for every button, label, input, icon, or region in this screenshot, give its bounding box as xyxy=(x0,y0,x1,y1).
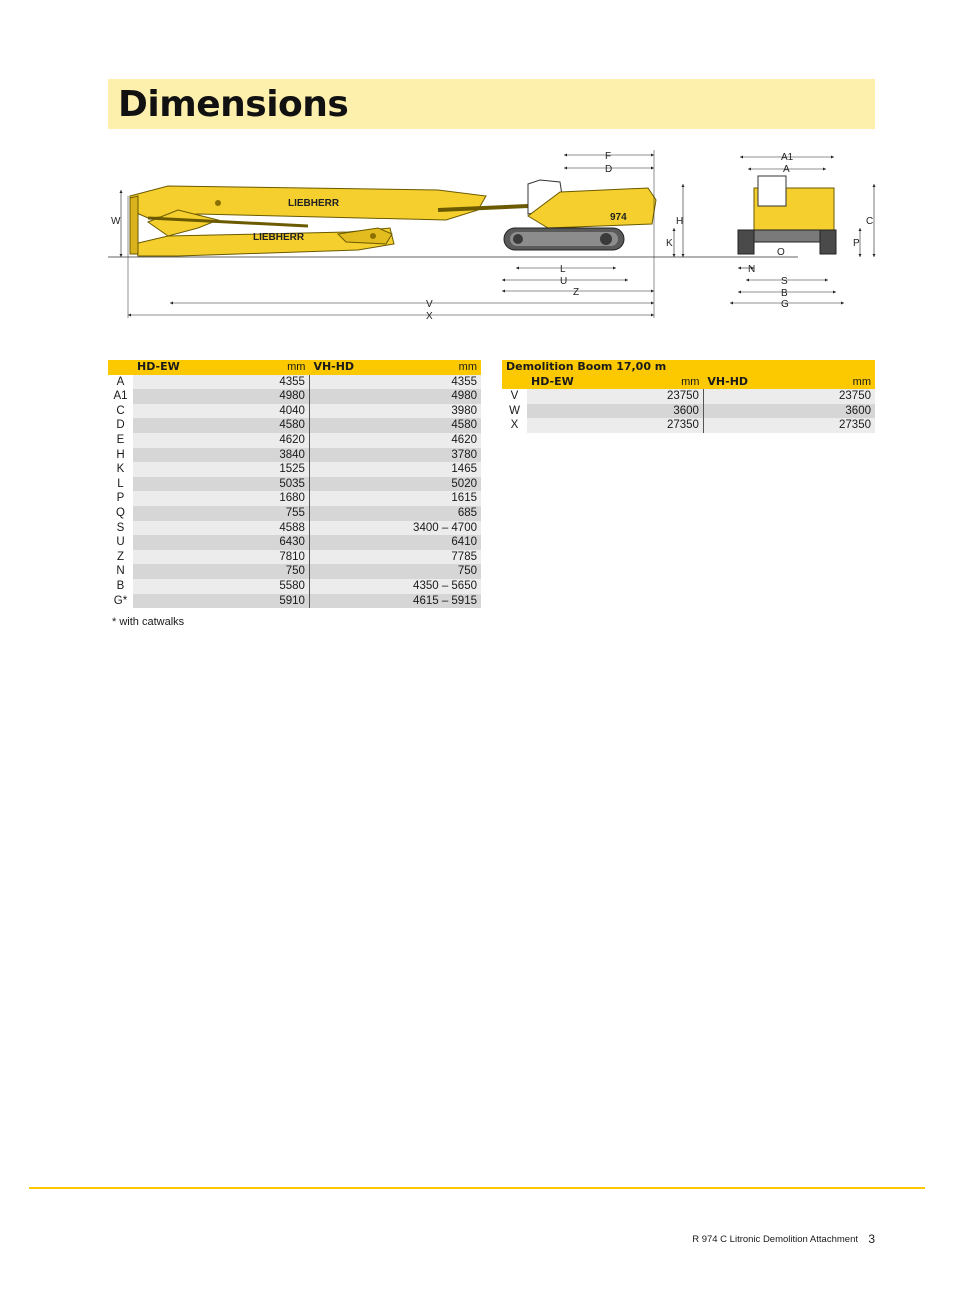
table-row: C 4040 3980 xyxy=(108,404,481,419)
demolition-boom-table xyxy=(502,360,875,433)
table-header xyxy=(502,375,875,390)
dim-label-k: K xyxy=(666,238,673,249)
table-row: X 27350 27350 xyxy=(502,418,875,433)
page-title: Dimensions xyxy=(118,84,349,125)
dim-label-a1: A1 xyxy=(781,152,794,163)
dim-label-b: B xyxy=(781,288,788,299)
table-row: Q 755 685 xyxy=(108,506,481,521)
boom-brand-upper: LIEBHERR xyxy=(288,198,340,209)
col-hd-ew: HD-EW xyxy=(137,360,180,373)
table-row: Z 7810 7785 xyxy=(108,550,481,565)
unit-hd-ew: mm xyxy=(287,361,306,373)
dim-label-x: X xyxy=(426,311,433,322)
table-row: G* 5910 4615 – 5915 xyxy=(108,594,481,609)
unit-vh-hd: mm xyxy=(852,375,871,388)
dim-label-z: Z xyxy=(573,287,580,298)
dim-label-c: C xyxy=(866,216,874,227)
table-row: S 4588 3400 – 4700 xyxy=(108,521,481,536)
table-row: E 4620 4620 xyxy=(108,433,481,448)
table-row: K 1525 1465 xyxy=(108,462,481,477)
dim-label-p: P xyxy=(853,238,860,249)
side-view-machine xyxy=(130,180,656,256)
footer-text: R 974 C Litronic Demolition Attachment xyxy=(692,1234,858,1245)
dim-label-d: D xyxy=(605,164,613,175)
dim-label-f: F xyxy=(605,151,612,162)
table-title: Demolition Boom 17,00 m xyxy=(506,360,667,373)
unit-vh-hd: mm xyxy=(458,361,477,373)
col-vh-hd: VH-HD xyxy=(707,374,749,388)
dim-label-v: V xyxy=(426,299,433,310)
boom-brand-lower: LIEBHERR xyxy=(253,232,305,243)
front-view-machine xyxy=(738,176,836,254)
dim-label-a: A xyxy=(783,164,790,175)
table-title-row xyxy=(502,360,875,375)
page-number: 3 xyxy=(868,1232,875,1246)
excavator-drawing-svg xyxy=(108,148,888,328)
table-row: A1 4980 4980 xyxy=(108,389,481,404)
model-badge: 974 xyxy=(610,212,627,223)
table-row: D 4580 4580 xyxy=(108,418,481,433)
unit-hd-ew: mm xyxy=(681,375,700,388)
table-row: B 5580 4350 – 5650 xyxy=(108,579,481,594)
dim-label-o: O xyxy=(777,247,785,258)
footnote: * with catwalks xyxy=(112,616,185,628)
table-row: W 3600 3600 xyxy=(502,404,875,419)
dim-label-l: L xyxy=(560,264,566,275)
dim-label-s: S xyxy=(781,276,788,287)
col-vh-hd: VH-HD xyxy=(313,360,355,373)
table-row: L 5035 5020 xyxy=(108,477,481,492)
col-hd-ew: HD-EW xyxy=(531,374,574,388)
table-row: V 23750 23750 xyxy=(502,389,875,404)
table-row: H 3840 3780 xyxy=(108,448,481,463)
table-row: P 1680 1615 xyxy=(108,491,481,506)
dim-label-n: N xyxy=(748,264,756,275)
dimensions-table xyxy=(108,360,481,608)
dim-label-h: H xyxy=(676,216,684,227)
table-row: A 4355 4355 xyxy=(108,375,481,390)
dimension-drawing xyxy=(108,148,888,333)
table-header xyxy=(108,360,481,375)
table-row: N 750 750 xyxy=(108,564,481,579)
dim-label-w: W xyxy=(111,216,121,227)
dim-label-g: G xyxy=(781,299,789,310)
table-row: U 6430 6410 xyxy=(108,535,481,550)
footer-rule xyxy=(29,1187,925,1189)
title-band xyxy=(108,79,875,129)
dim-label-u: U xyxy=(560,276,568,287)
